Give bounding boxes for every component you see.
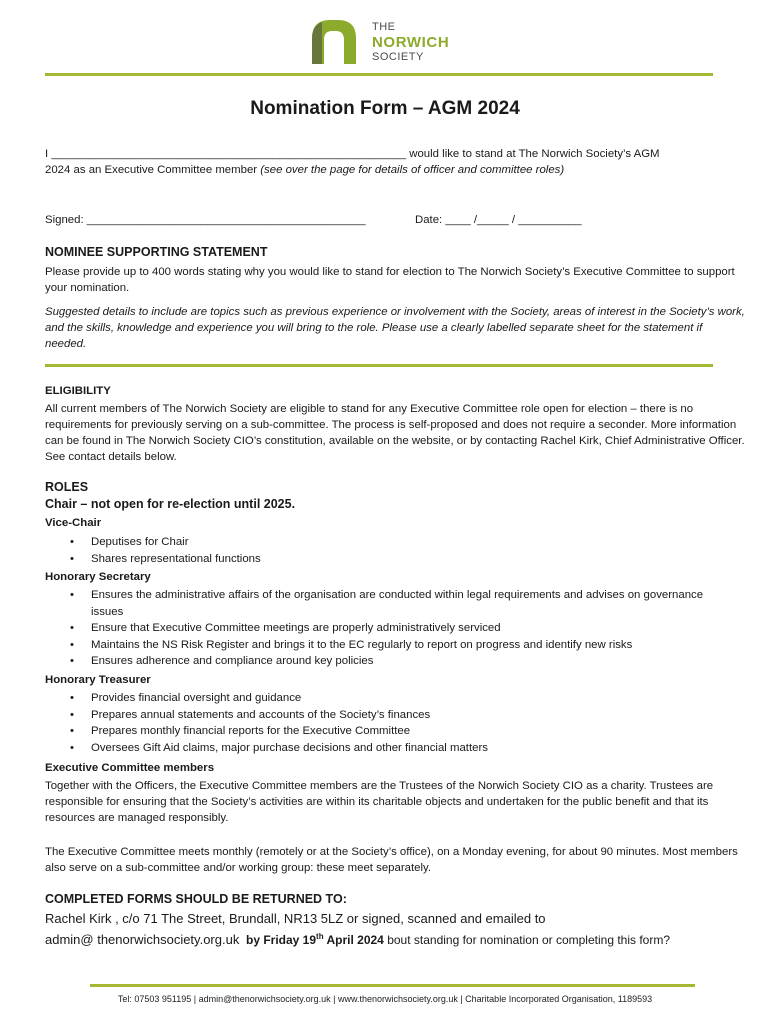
committee-description: Together with the Officers, the Executive Committee members are the Trustees of the Norwich Society CIO as a charity. Trustees are responsible for ensuring that the Society’s activities are within its charitable objects and undertaken for the public benefit and that its resources are managed responsibly. <box>45 780 714 824</box>
list-item: • Ensure that Executive Committee meetings are properly administratively serviced <box>45 620 745 637</box>
list-item: • Ensures adherence and compliance around key policies <box>45 653 745 670</box>
roles-heading: ROLES <box>45 480 89 494</box>
footer-divider <box>90 984 695 987</box>
secretary-list <box>45 587 745 670</box>
treasurer-list <box>45 690 745 756</box>
return-email-deadline: admin@ thenorwichsociety.org.uk by Friday 19th April 2024 bout standing for nomination or completing this form? <box>45 932 671 947</box>
list-item: • Maintains the NS Risk Register and brings it to the EC regularly to report on progress and identify new risks <box>45 637 745 654</box>
declaration-line-1: I ________________________________________________________ would like to stand at The Norwich Society’s AGM <box>45 148 660 160</box>
treasurer-title: Honorary Treasurer <box>45 674 151 686</box>
date-field[interactable]: Date: ____ /_____ / __________ <box>415 214 582 226</box>
list-item: • Shares representational functions <box>45 551 745 568</box>
declaration-line-2: 2024 as an Executive Committee member (see over the page for details of officer and committee roles) <box>45 164 565 176</box>
return-heading: COMPLETED FORMS SHOULD BE RETURNED TO: <box>45 892 347 906</box>
logo-text-the: THE <box>372 21 396 33</box>
section-divider <box>45 364 713 367</box>
norwich-society-logo <box>310 18 470 66</box>
signature-field[interactable]: Signed: ____________________________________________ <box>45 214 366 226</box>
list-item: • Deputises for Chair <box>45 534 745 551</box>
list-item: • Provides financial oversight and guidance <box>45 690 745 707</box>
header-divider <box>45 73 713 76</box>
supporting-statement-suggestions: Suggested details to include are topics such as previous experience or involvement with the Society, areas of interest in the Society’s work, and the skills, knowledge and experience you will bring to the role. Please use a clearly labelled separate sheet for the statement if needed. <box>45 306 745 350</box>
vice-chair-list <box>45 534 745 567</box>
page-title: Nomination Form – AGM 2024 <box>250 98 520 119</box>
arch-logo-icon <box>310 18 358 66</box>
eligibility-text: All current members of The Norwich Society are eligible to stand for any Executive Committee role open for election – there is no requirements for previously serving on a sub-committee. The process is self-proposed and does not require a seconder. More information can be found in The Norwich Society CIO’s constitution, available on the website, or by contacting Rachel Kirk, Chief Administrative Officer. See contact details below. <box>45 403 745 463</box>
return-deadline: by Friday 19th April 2024 <box>246 932 384 947</box>
list-item: • Ensures the administrative affairs of the organisation are conducted within legal requirements and advises on governance issues <box>45 587 731 620</box>
logo-text-norwich: NORWICH <box>372 34 450 51</box>
chair-note: Chair – not open for re-election until 2025. <box>45 497 296 511</box>
return-email[interactable]: admin@ thenorwichsociety.org.uk <box>45 932 240 947</box>
committee-title: Executive Committee members <box>45 762 215 774</box>
return-address: Rachel Kirk , c/o 71 The Street, Brundall, NR13 5LZ or signed, scanned and emailed to <box>45 911 546 926</box>
supporting-statement-heading: NOMINEE SUPPORTING STATEMENT <box>45 245 268 259</box>
list-item: • Oversees Gift Aid claims, major purchase decisions and other financial matters <box>45 740 745 757</box>
eligibility-heading: ELIGIBILITY <box>45 385 111 397</box>
logo-text-society: SOCIETY <box>372 51 424 63</box>
vice-chair-title: Vice-Chair <box>45 517 102 529</box>
list-item: • Prepares annual statements and accounts of the Society’s finances <box>45 707 745 724</box>
footer-contact: Tel: 07503 951195 | admin@thenorwichsociety.org.uk | www.thenorwichsociety.org.uk | Charitable Incorporated Organisation, 1189593 <box>117 994 653 1004</box>
committee-meetings: The Executive Committee meets monthly (remotely or at the Society’s office), on a Monday evening, for about 90 minutes. Most members also serve on a sub-committee and/or working group: these meet separately. <box>45 846 738 874</box>
supporting-statement-intro: Please provide up to 400 words stating why you would like to stand for election to The Norwich Society’s Executive Committee to support your nomination. <box>45 266 735 294</box>
secretary-title: Honorary Secretary <box>45 571 151 583</box>
list-item: • Prepares monthly financial reports for the Executive Committee <box>45 723 745 740</box>
